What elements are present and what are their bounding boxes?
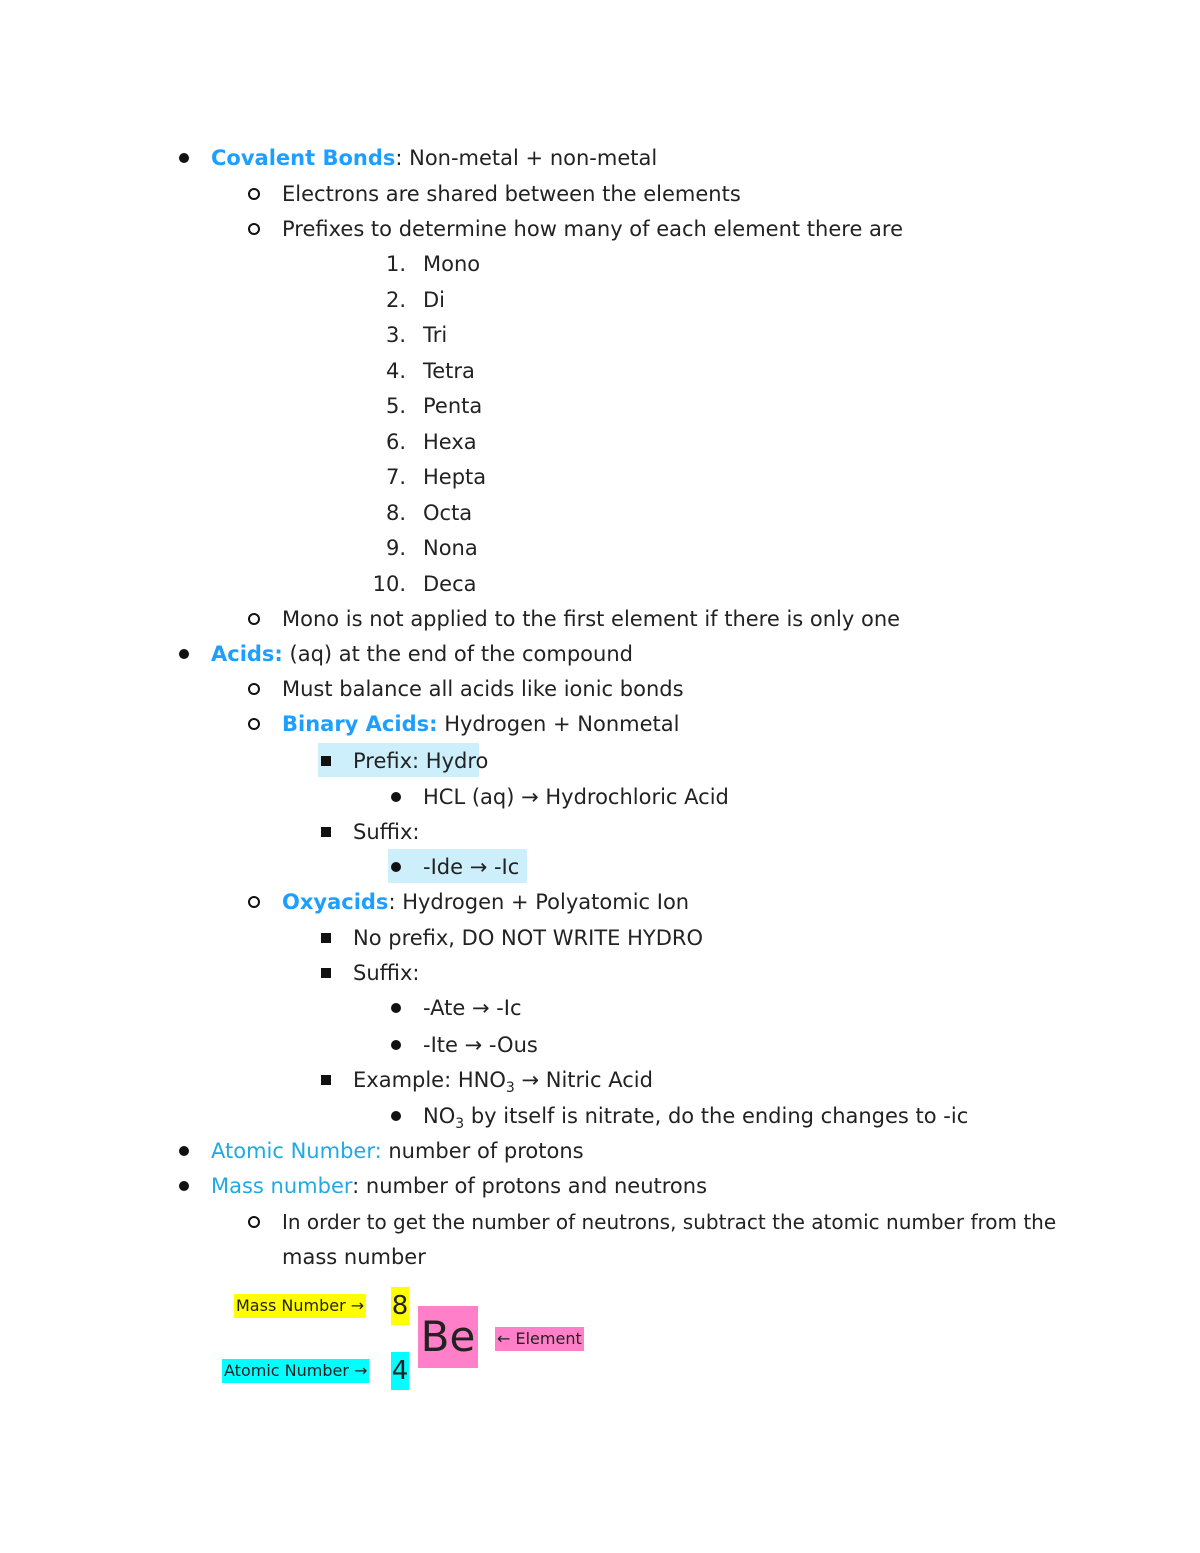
bullet-ring-icon xyxy=(248,223,260,235)
list-number: 6. xyxy=(385,430,406,454)
prefix-name: Octa xyxy=(423,501,473,525)
oxyacids xyxy=(246,884,1146,920)
mass-number-term: Mass number xyxy=(211,1174,353,1198)
bullet-ring-icon xyxy=(248,896,260,908)
bullet-square-icon xyxy=(321,933,331,943)
binary-suffix: Suffix: xyxy=(318,814,1018,850)
covalent-sub1: Electrons are shared between the elements xyxy=(246,176,1146,212)
covalent-bullet xyxy=(176,140,1076,176)
bullet-dot-icon xyxy=(179,1181,189,1191)
list-number: 9. xyxy=(385,536,406,560)
oxy-no-prefix: No prefix, DO NOT WRITE HYDRO xyxy=(318,920,1018,956)
bullet-square-icon xyxy=(321,827,331,837)
bullet-dot-icon xyxy=(391,792,401,802)
list-number: 7. xyxy=(385,465,406,489)
bullet-dot-icon xyxy=(391,1003,401,1013)
oxyacids-term: Oxyacids xyxy=(282,890,389,914)
mass-number-sub1-cont: mass number xyxy=(282,1245,426,1269)
list-number: 4. xyxy=(385,359,406,383)
atomic-number-term: Atomic Number: xyxy=(211,1139,382,1163)
list-number: 2. xyxy=(385,288,406,312)
prefix-list-item xyxy=(366,459,766,495)
list-number: 10. xyxy=(372,572,406,596)
element-label: ← Element xyxy=(495,1327,584,1351)
bullet-dot-icon xyxy=(179,153,189,163)
atomic-number-definition: number of protons xyxy=(381,1139,584,1163)
binary-suffix-example: -Ide → -Ic xyxy=(388,849,1088,885)
prefix-list-item xyxy=(366,246,766,282)
bullet-dot-icon xyxy=(179,1146,189,1156)
bullet-dot-icon xyxy=(391,1040,401,1050)
prefix-name: Nona xyxy=(423,536,478,560)
bullet-ring-icon xyxy=(248,188,260,200)
list-number: 3. xyxy=(385,323,406,347)
acids-term: Acids: xyxy=(211,642,283,666)
covalent-definition: : Non-metal + non-metal xyxy=(395,146,658,170)
prefix-name: Tetra xyxy=(423,359,475,383)
prefix-list-item xyxy=(366,495,766,531)
oxy-example: Example: $HNO_3$ → Nitric Acid xyxy=(318,1062,1018,1098)
acids-definition: (aq) at the end of the compound xyxy=(282,642,633,666)
acids-sub1: Must balance all acids like ionic bonds xyxy=(246,671,1146,707)
binary-prefix-example: HCL (aq) → Hydrochloric Acid xyxy=(388,779,1088,815)
bullet-ring-icon xyxy=(248,613,260,625)
prefix-list-item xyxy=(366,388,766,424)
bullet-dot-icon xyxy=(391,1111,401,1121)
oxyacids-definition: : Hydrogen + Polyatomic Ion xyxy=(388,890,690,914)
bullet-square-icon xyxy=(321,1075,331,1085)
covalent-term: Covalent Bonds xyxy=(211,146,396,170)
mass-number-sub1: In order to get the number of neutrons, subtract the atomic number from the xyxy=(246,1204,1146,1240)
oxy-suffix-1: -Ate → -Ic xyxy=(388,990,1088,1026)
prefix-name: Penta xyxy=(423,394,483,418)
list-number: 1. xyxy=(385,252,406,276)
prefix-name: Hepta xyxy=(423,465,487,489)
binary-prefix: Prefix: Hydro xyxy=(318,743,1118,779)
bullet-ring-icon xyxy=(248,683,260,695)
mass-number-definition: : number of protons and neutrons xyxy=(352,1174,708,1198)
oxy-example-note: $NO_3$ by itself is nitrate, do the ending changes to -ic xyxy=(388,1098,1088,1134)
bullet-dot-icon xyxy=(391,862,401,872)
prefix-list-item xyxy=(366,530,766,566)
atomic-number-bullet xyxy=(176,1133,1076,1169)
atomic-number-value: 4 xyxy=(391,1352,409,1390)
binary-acids-term: Binary Acids: xyxy=(282,712,438,736)
bullet-ring-icon xyxy=(248,718,260,730)
covalent-sub2: Prefixes to determine how many of each element there are xyxy=(246,211,1146,247)
bullet-square-icon xyxy=(321,968,331,978)
covalent-sub3: Mono is not applied to the first element if there is only one xyxy=(246,601,1146,637)
prefix-list-item xyxy=(366,424,766,460)
prefix-name: Deca xyxy=(423,572,477,596)
prefix-name: Di xyxy=(423,288,446,312)
acids-bullet xyxy=(176,636,1076,672)
bullet-dot-icon xyxy=(179,649,189,659)
binary-acids xyxy=(246,706,1146,742)
prefix-list-item xyxy=(366,317,766,353)
prefix-name: Mono xyxy=(423,252,481,276)
atomic-number-label: Atomic Number → xyxy=(222,1359,369,1383)
element-symbol: Be xyxy=(418,1306,478,1368)
oxy-suffix-2: -Ite → -Ous xyxy=(388,1027,1088,1063)
bullet-square-icon xyxy=(321,756,331,766)
oxy-suffix: Suffix: xyxy=(318,955,1018,991)
prefix-list-item xyxy=(366,353,766,389)
binary-acids-definition: Hydrogen + Nonmetal xyxy=(437,712,680,736)
list-number: 5. xyxy=(385,394,406,418)
prefix-list-item xyxy=(366,282,766,318)
prefix-name: Hexa xyxy=(423,430,477,454)
bullet-ring-icon xyxy=(248,1216,260,1228)
mass-number-value: 8 xyxy=(391,1287,409,1325)
list-number: 8. xyxy=(385,501,406,525)
prefix-list-item xyxy=(366,566,766,602)
mass-number-bullet xyxy=(176,1168,1076,1204)
prefix-name: Tri xyxy=(423,323,448,347)
mass-number-label: Mass Number → xyxy=(234,1294,366,1318)
